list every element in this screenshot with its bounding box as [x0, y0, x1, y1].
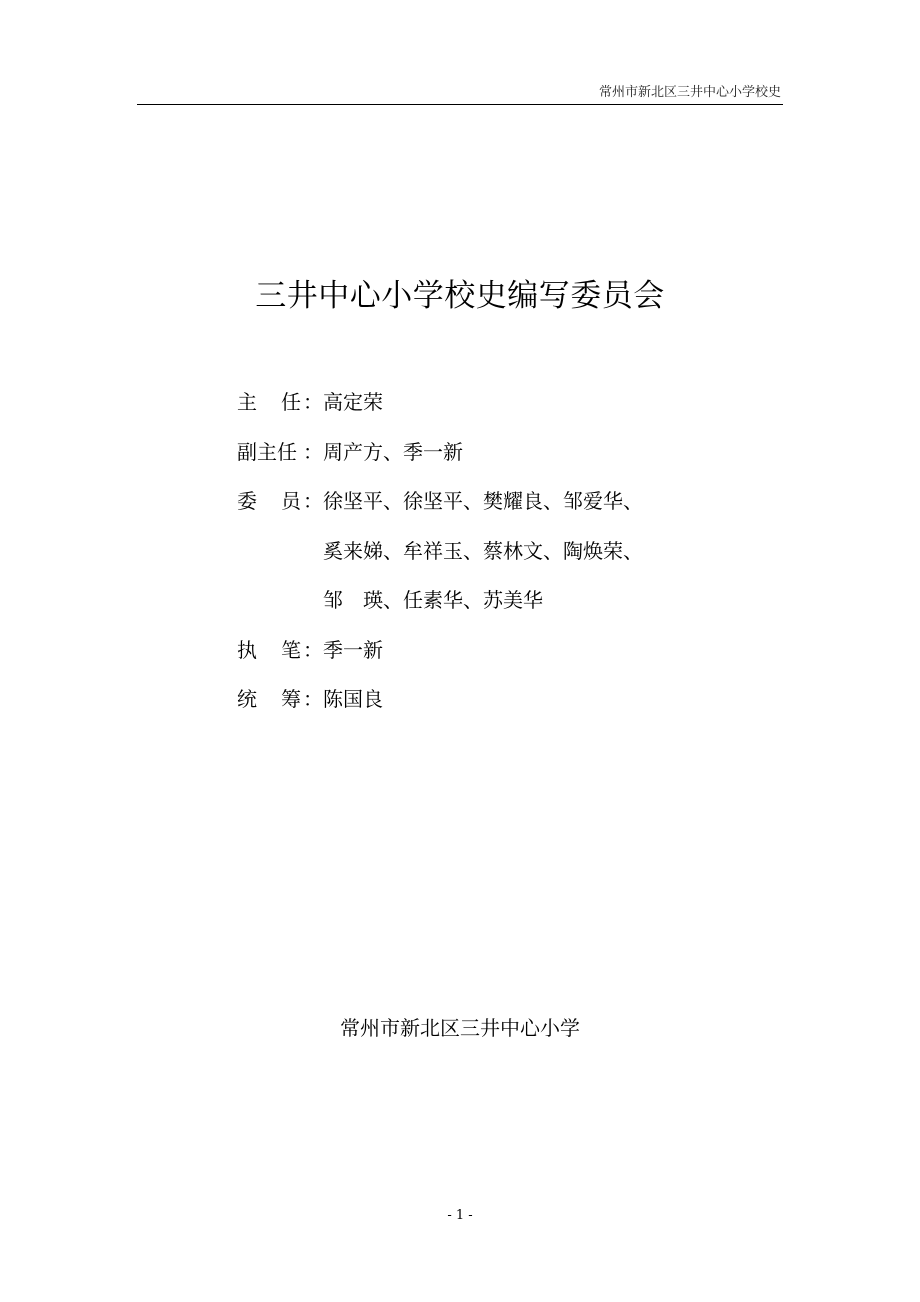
names-members-line-1: 徐坚平、徐坚平、樊耀良、邹爱华、 — [323, 489, 643, 513]
roster-row-members-cont — [237, 584, 797, 634]
running-title: 常州市新北区三井中心小学校史 — [598, 85, 781, 100]
role-char: 笔 — [281, 637, 301, 662]
role-colon: ： — [303, 687, 323, 711]
names-director: 高定荣 — [323, 390, 383, 414]
names-writer: 季一新 — [323, 637, 383, 662]
role-colon: ： — [303, 390, 323, 414]
roster-row-members — [237, 485, 797, 535]
role-colon: ： — [303, 489, 323, 513]
document-title: 三井中心小学校史编写委员会 — [255, 278, 665, 314]
role-char: 主 — [237, 390, 257, 414]
roster-row-deputy — [237, 436, 797, 486]
role-char: 任 — [281, 390, 301, 414]
role-text: 副主任 — [237, 439, 297, 464]
names-deputy: 周产方、季一新 — [323, 439, 463, 464]
role-char: 执 — [237, 637, 257, 662]
roster-row-director — [237, 386, 797, 436]
role-char: 委 — [237, 489, 257, 513]
role-char: 员 — [281, 489, 301, 513]
role-colon: ： — [303, 637, 323, 662]
names-members-line-3: 邹 瑛、任素华、苏美华 — [323, 588, 543, 612]
names-coordinator: 陈国良 — [323, 687, 383, 711]
committee-roster — [237, 386, 797, 733]
role-char: 筹 — [281, 687, 301, 711]
school-name: 常州市新北区三井中心小学 — [340, 1016, 580, 1040]
roster-row-coordinator — [237, 683, 797, 733]
names-members-line-2: 奚来娣、牟祥玉、蔡林文、陶焕荣、 — [323, 538, 643, 563]
role-colon: ： — [303, 439, 323, 464]
role-char: 统 — [237, 687, 257, 711]
page-header — [137, 78, 783, 105]
page-number: - 1 - — [447, 1208, 473, 1223]
roster-row-members-cont — [237, 535, 797, 585]
roster-row-writer — [237, 634, 797, 684]
